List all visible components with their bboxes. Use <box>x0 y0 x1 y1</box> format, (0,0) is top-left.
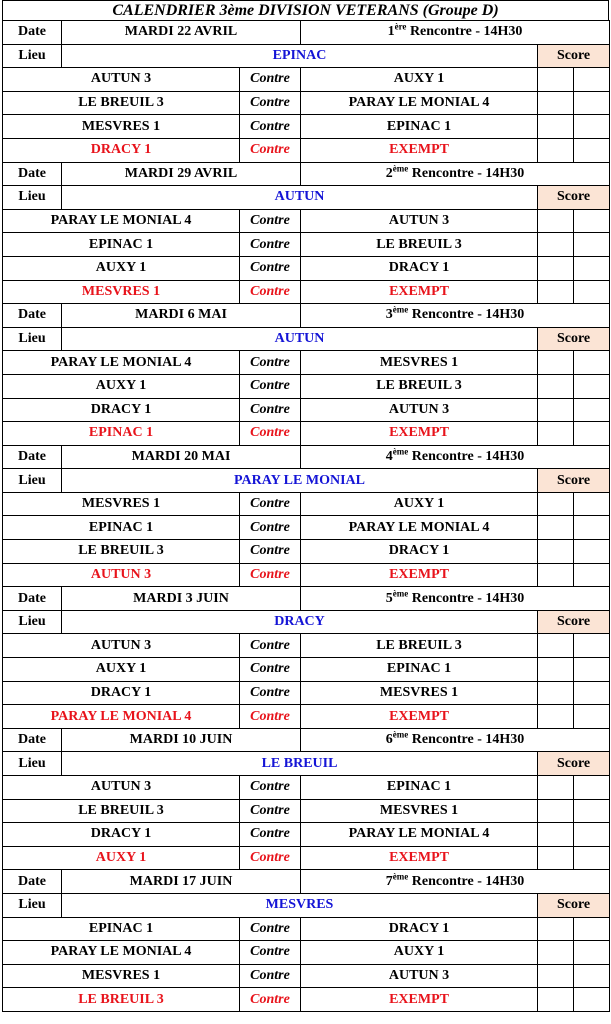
contre-label: Contre <box>240 115 301 139</box>
away-team: DRACY 1 <box>301 917 538 941</box>
contre-label: Contre <box>240 209 301 233</box>
score-header: Score <box>538 469 610 493</box>
home-team: MESVRES 1 <box>3 964 240 988</box>
round-number <box>301 162 610 186</box>
round-number-suffix: ème <box>392 446 409 457</box>
lieu-label: Lieu <box>3 893 62 917</box>
away-team: LE BREUIL 3 <box>301 374 538 398</box>
home-team: AUTUN 3 <box>3 68 240 92</box>
home-score-cell[interactable] <box>538 846 574 870</box>
match-row <box>3 280 610 304</box>
home-score-cell[interactable] <box>538 540 574 564</box>
away-score-cell[interactable] <box>574 233 610 257</box>
home-team: AUTUN 3 <box>3 634 240 658</box>
home-team: EPINAC 1 <box>3 516 240 540</box>
date-label: Date <box>3 304 62 328</box>
contre-label: Contre <box>240 917 301 941</box>
rencontre-label: Rencontre - 14H30 <box>411 873 525 889</box>
away-team: AUTUN 3 <box>301 209 538 233</box>
match-row <box>3 256 610 280</box>
round-number-suffix: ème <box>392 304 409 315</box>
rencontre-label: Rencontre - 14H30 <box>411 590 525 606</box>
away-score-cell[interactable] <box>574 398 610 422</box>
round-date: MARDI 3 JUIN <box>62 587 301 611</box>
home-score-cell[interactable] <box>538 917 574 941</box>
round-date-row <box>3 304 610 328</box>
match-row <box>3 941 610 965</box>
away-team: EXEMPT <box>301 988 538 1012</box>
venue-name: EPINAC <box>62 44 538 68</box>
match-row <box>3 374 610 398</box>
contre-label: Contre <box>240 941 301 965</box>
home-team: AUXY 1 <box>3 256 240 280</box>
home-score-cell[interactable] <box>538 563 574 587</box>
round-date-row <box>3 728 610 752</box>
home-team: DRACY 1 <box>3 823 240 847</box>
round-number-suffix: ème <box>392 729 409 740</box>
match-row <box>3 776 610 800</box>
home-team: LE BREUIL 3 <box>3 91 240 115</box>
contre-label: Contre <box>240 681 301 705</box>
away-score-cell[interactable] <box>574 138 610 162</box>
away-score-cell[interactable] <box>574 776 610 800</box>
round-number <box>301 445 610 469</box>
away-team: EPINAC 1 <box>301 115 538 139</box>
match-row <box>3 988 610 1012</box>
contre-label: Contre <box>240 563 301 587</box>
away-score-cell[interactable] <box>574 280 610 304</box>
contre-label: Contre <box>240 422 301 446</box>
match-row <box>3 351 610 375</box>
home-team: DRACY 1 <box>3 681 240 705</box>
home-team: PARAY LE MONIAL 4 <box>3 941 240 965</box>
page-title: CALENDRIER 3ème DIVISION VETERANS (Groupe D) <box>2 0 609 20</box>
score-header: Score <box>538 186 610 210</box>
home-team: EPINAC 1 <box>3 233 240 257</box>
away-score-cell[interactable] <box>574 351 610 375</box>
match-row <box>3 540 610 564</box>
round-number <box>301 870 610 894</box>
rencontre-label: Rencontre - 14H30 <box>411 165 525 181</box>
away-score-cell[interactable] <box>574 492 610 516</box>
away-score-cell[interactable] <box>574 846 610 870</box>
venue-name: AUTUN <box>62 186 538 210</box>
away-team: EXEMPT <box>301 422 538 446</box>
home-score-cell[interactable] <box>538 280 574 304</box>
home-score-cell[interactable] <box>538 209 574 233</box>
home-score-cell[interactable] <box>538 422 574 446</box>
home-team: DRACY 1 <box>3 138 240 162</box>
home-team: PARAY LE MONIAL 4 <box>3 209 240 233</box>
contre-label: Contre <box>240 374 301 398</box>
round-date-row <box>3 445 610 469</box>
match-row <box>3 516 610 540</box>
score-header: Score <box>538 327 610 351</box>
away-team: MESVRES 1 <box>301 351 538 375</box>
contre-label: Contre <box>240 634 301 658</box>
home-team: AUXY 1 <box>3 846 240 870</box>
home-score-cell[interactable] <box>538 115 574 139</box>
date-label: Date <box>3 445 62 469</box>
home-team: EPINAC 1 <box>3 917 240 941</box>
date-label: Date <box>3 162 62 186</box>
home-team: AUTUN 3 <box>3 776 240 800</box>
away-team: AUXY 1 <box>301 68 538 92</box>
contre-label: Contre <box>240 516 301 540</box>
home-score-cell[interactable] <box>538 658 574 682</box>
home-score-cell[interactable] <box>538 351 574 375</box>
match-row <box>3 563 610 587</box>
round-date: MARDI 10 JUIN <box>62 728 301 752</box>
venue-name: MESVRES <box>62 893 538 917</box>
lieu-label: Lieu <box>3 469 62 493</box>
away-team: PARAY LE MONIAL 4 <box>301 516 538 540</box>
round-number-value: 5 <box>385 590 393 606</box>
home-team: LE BREUIL 3 <box>3 988 240 1012</box>
contre-label: Contre <box>240 540 301 564</box>
away-team: PARAY LE MONIAL 4 <box>301 823 538 847</box>
round-number-value: 3 <box>385 307 393 323</box>
round-date-row <box>3 870 610 894</box>
home-score-cell[interactable] <box>538 964 574 988</box>
match-row <box>3 115 610 139</box>
away-score-cell[interactable] <box>574 540 610 564</box>
home-team: MESVRES 1 <box>3 492 240 516</box>
match-row <box>3 799 610 823</box>
match-row <box>3 233 610 257</box>
lieu-label: Lieu <box>3 186 62 210</box>
away-team: EXEMPT <box>301 705 538 729</box>
round-date: MARDI 20 MAI <box>62 445 301 469</box>
home-team: PARAY LE MONIAL 4 <box>3 351 240 375</box>
round-number <box>301 21 610 45</box>
match-row <box>3 634 610 658</box>
match-row <box>3 138 610 162</box>
away-score-cell[interactable] <box>574 658 610 682</box>
match-row <box>3 681 610 705</box>
round-venue-row <box>3 752 610 776</box>
home-score-cell[interactable] <box>538 705 574 729</box>
round-venue-row <box>3 186 610 210</box>
match-row <box>3 917 610 941</box>
round-number-value: 4 <box>385 448 393 464</box>
away-team: LE BREUIL 3 <box>301 233 538 257</box>
home-team: AUXY 1 <box>3 658 240 682</box>
away-score-cell[interactable] <box>574 799 610 823</box>
away-team: EXEMPT <box>301 563 538 587</box>
away-score-cell[interactable] <box>574 516 610 540</box>
round-number-suffix: ème <box>392 871 409 882</box>
away-score-cell[interactable] <box>574 941 610 965</box>
score-header: Score <box>538 44 610 68</box>
away-team: PARAY LE MONIAL 4 <box>301 91 538 115</box>
home-score-cell[interactable] <box>538 256 574 280</box>
home-team: PARAY LE MONIAL 4 <box>3 705 240 729</box>
calendar-table <box>2 20 610 1012</box>
away-score-cell[interactable] <box>574 705 610 729</box>
home-score-cell[interactable] <box>538 681 574 705</box>
away-team: EPINAC 1 <box>301 776 538 800</box>
score-header: Score <box>538 610 610 634</box>
home-team: EPINAC 1 <box>3 422 240 446</box>
home-score-cell[interactable] <box>538 823 574 847</box>
away-score-cell[interactable] <box>574 374 610 398</box>
rencontre-label: Rencontre - 14H30 <box>411 307 525 323</box>
home-score-cell[interactable] <box>538 138 574 162</box>
home-team: AUXY 1 <box>3 374 240 398</box>
contre-label: Contre <box>240 138 301 162</box>
round-date-row <box>3 587 610 611</box>
calendar-body <box>3 21 610 1012</box>
home-team: MESVRES 1 <box>3 115 240 139</box>
match-row <box>3 658 610 682</box>
match-row <box>3 209 610 233</box>
home-score-cell[interactable] <box>538 492 574 516</box>
contre-label: Contre <box>240 799 301 823</box>
away-team: AUTUN 3 <box>301 398 538 422</box>
date-label: Date <box>3 21 62 45</box>
contre-label: Contre <box>240 964 301 988</box>
round-number-value: 7 <box>385 873 393 889</box>
away-score-cell[interactable] <box>574 988 610 1012</box>
contre-label: Contre <box>240 658 301 682</box>
home-team: LE BREUIL 3 <box>3 799 240 823</box>
round-date: MARDI 17 JUIN <box>62 870 301 894</box>
match-row <box>3 91 610 115</box>
home-score-cell[interactable] <box>538 233 574 257</box>
home-score-cell[interactable] <box>538 634 574 658</box>
home-score-cell[interactable] <box>538 776 574 800</box>
match-row <box>3 68 610 92</box>
away-team: EXEMPT <box>301 846 538 870</box>
away-team: DRACY 1 <box>301 540 538 564</box>
rencontre-label: Rencontre - 14H30 <box>411 448 525 464</box>
score-header: Score <box>538 893 610 917</box>
contre-label: Contre <box>240 705 301 729</box>
round-number <box>301 587 610 611</box>
venue-name: DRACY <box>62 610 538 634</box>
score-header: Score <box>538 752 610 776</box>
home-team: DRACY 1 <box>3 398 240 422</box>
calendar-sheet <box>2 0 609 1012</box>
away-score-cell[interactable] <box>574 563 610 587</box>
away-score-cell[interactable] <box>574 917 610 941</box>
away-team: EXEMPT <box>301 138 538 162</box>
lieu-label: Lieu <box>3 44 62 68</box>
round-date: MARDI 22 AVRIL <box>62 21 301 45</box>
away-team: EXEMPT <box>301 280 538 304</box>
round-venue-row <box>3 327 610 351</box>
away-team: MESVRES 1 <box>301 799 538 823</box>
contre-label: Contre <box>240 398 301 422</box>
round-date-row <box>3 162 610 186</box>
round-number-value: 1 <box>387 24 395 40</box>
away-score-cell[interactable] <box>574 91 610 115</box>
away-score-cell[interactable] <box>574 964 610 988</box>
home-score-cell[interactable] <box>538 91 574 115</box>
round-venue-row <box>3 469 610 493</box>
contre-label: Contre <box>240 68 301 92</box>
match-row <box>3 398 610 422</box>
home-team: AUTUN 3 <box>3 563 240 587</box>
date-label: Date <box>3 870 62 894</box>
away-team: LE BREUIL 3 <box>301 634 538 658</box>
away-score-cell[interactable] <box>574 823 610 847</box>
home-team: MESVRES 1 <box>3 280 240 304</box>
home-score-cell[interactable] <box>538 988 574 1012</box>
away-score-cell[interactable] <box>574 68 610 92</box>
away-score-cell[interactable] <box>574 209 610 233</box>
lieu-label: Lieu <box>3 327 62 351</box>
round-date: MARDI 6 MAI <box>62 304 301 328</box>
away-score-cell[interactable] <box>574 634 610 658</box>
contre-label: Contre <box>240 776 301 800</box>
date-label: Date <box>3 728 62 752</box>
lieu-label: Lieu <box>3 752 62 776</box>
contre-label: Contre <box>240 91 301 115</box>
contre-label: Contre <box>240 351 301 375</box>
away-score-cell[interactable] <box>574 422 610 446</box>
venue-name: PARAY LE MONIAL <box>62 469 538 493</box>
home-score-cell[interactable] <box>538 799 574 823</box>
home-score-cell[interactable] <box>538 941 574 965</box>
home-team: LE BREUIL 3 <box>3 540 240 564</box>
round-number <box>301 728 610 752</box>
home-score-cell[interactable] <box>538 68 574 92</box>
home-score-cell[interactable] <box>538 516 574 540</box>
contre-label: Contre <box>240 846 301 870</box>
away-score-cell[interactable] <box>574 115 610 139</box>
home-score-cell[interactable] <box>538 398 574 422</box>
away-team: EPINAC 1 <box>301 658 538 682</box>
venue-name: LE BREUIL <box>62 752 538 776</box>
lieu-label: Lieu <box>3 610 62 634</box>
contre-label: Contre <box>240 492 301 516</box>
contre-label: Contre <box>240 823 301 847</box>
away-team: AUXY 1 <box>301 492 538 516</box>
away-team: DRACY 1 <box>301 256 538 280</box>
contre-label: Contre <box>240 988 301 1012</box>
match-row <box>3 846 610 870</box>
away-team: AUTUN 3 <box>301 964 538 988</box>
round-venue-row <box>3 610 610 634</box>
venue-name: AUTUN <box>62 327 538 351</box>
round-number-suffix: ème <box>392 587 409 598</box>
round-date: MARDI 29 AVRIL <box>62 162 301 186</box>
away-score-cell[interactable] <box>574 256 610 280</box>
rencontre-label: Rencontre - 14H30 <box>411 732 525 748</box>
round-number-suffix: ère <box>394 21 407 32</box>
round-number-value: 6 <box>385 732 393 748</box>
match-row <box>3 823 610 847</box>
rencontre-label: Rencontre - 14H30 <box>409 24 523 40</box>
home-score-cell[interactable] <box>538 374 574 398</box>
round-number-suffix: ème <box>392 163 409 174</box>
round-date-row <box>3 21 610 45</box>
away-team: AUXY 1 <box>301 941 538 965</box>
contre-label: Contre <box>240 256 301 280</box>
away-score-cell[interactable] <box>574 681 610 705</box>
away-team: MESVRES 1 <box>301 681 538 705</box>
round-venue-row <box>3 44 610 68</box>
round-number-value: 2 <box>385 165 393 181</box>
date-label: Date <box>3 587 62 611</box>
match-row <box>3 492 610 516</box>
round-number <box>301 304 610 328</box>
contre-label: Contre <box>240 280 301 304</box>
match-row <box>3 705 610 729</box>
contre-label: Contre <box>240 233 301 257</box>
round-venue-row <box>3 893 610 917</box>
match-row <box>3 964 610 988</box>
match-row <box>3 422 610 446</box>
